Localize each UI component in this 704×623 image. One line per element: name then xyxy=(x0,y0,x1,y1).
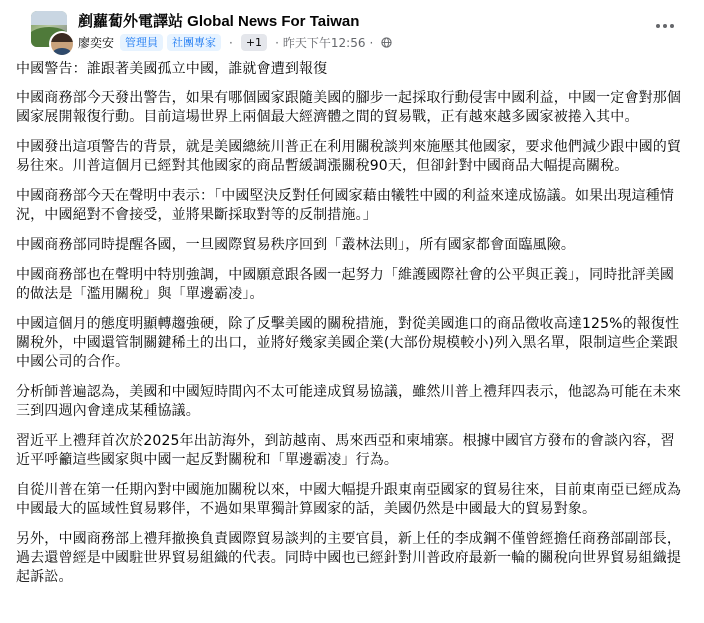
author-avatar-shirt xyxy=(53,48,71,57)
post-paragraph: 中國這個月的態度明顯轉趨強硬，除了反擊美國的關稅措施，對從美國進口的商品徵收高達125%的報復性關稅外，中國還管制關鍵稀土的出口，並將好幾家美國企業(大部份規模較小)列入黑名單，限制這些企業跟中國公司的合作。 xyxy=(16,316,680,370)
globe-icon xyxy=(381,37,392,48)
author-avatar[interactable] xyxy=(49,31,75,57)
admin-badge[interactable]: 管理員 xyxy=(120,34,163,51)
post-paragraph: 中國發出這項警告的背景，就是美國總統川普正在利用關稅談判來施壓其他國家，要求他們減少跟中國的貿易往來。川普這個月已經對其他國家的商品暫緩調漲關稅90天，但卻針對中國商品大幅提高關稅。 xyxy=(16,139,682,174)
post-header xyxy=(16,0,686,56)
post-paragraph: 中國商務部今天發出警告，如果有哪個國家跟隨美國的腳步一起採取行動侵害中國利益，中國一定會對那個國家展開報復行動。目前這場世界上兩個最大經濟體之間的貿易戰，正有越來越多國家被捲入其中。 xyxy=(16,90,682,125)
post-paragraph: 另外，中國商務部上禮拜撤換負責國際貿易談判的主要官員，新上任的李成鋼不僅曾經擔任商務部副部長，過去還曾經是中國駐世界貿易組織的代表。同時中國也已經針對川普政府最新一輪的關稅向世界貿易組織提起訴訟。 xyxy=(16,531,682,585)
more-badges-button[interactable]: +1 xyxy=(241,34,267,51)
group-avatar-sky xyxy=(31,11,67,25)
author-name-link[interactable]: 廖奕安 xyxy=(78,36,115,50)
post-body xyxy=(16,56,686,587)
post-meta xyxy=(78,34,392,51)
post-paragraph: 分析師普遍認為，美國和中國短時間內不太可能達成貿易協議，雖然川普上禮拜四表示，他認為可能在未來三到四週內會達成某種協議。 xyxy=(16,384,682,419)
more-options-icon[interactable] xyxy=(650,14,680,38)
post-headline: 中國警告：誰跟著美國孤立中國，誰就會遭到報復 xyxy=(16,61,328,77)
post-paragraph: 中國商務部也在聲明中特別強調，中國願意跟各國一起努力「維護國際社會的公平與正義」，同時批評美國的做法是「濫用關稅」與「單邊霸凌」。 xyxy=(16,267,675,302)
post-paragraph: 習近平上禮拜首次於2025年出訪海外，到訪越南、馬來西亞和柬埔寨。根據中國官方發布的會談內容，習近平呼籲這些國家與中國一起反對關稅和「單邊霸凌」行為。 xyxy=(16,433,675,468)
author-avatar-hair xyxy=(51,33,73,42)
group-name-link[interactable]: 剷蘿蔔外電譯站 Global News For Taiwan xyxy=(78,13,360,30)
meta-separator: · xyxy=(275,35,279,50)
post-paragraph: 中國商務部同時提醒各國，一旦國際貿易秩序回到「叢林法則」，所有國家都會面臨風險。 xyxy=(16,237,575,253)
meta-separator: · xyxy=(229,35,233,50)
post-paragraph: 自從川普在第一任期內對中國施加關稅以來，中國大幅提升跟東南亞國家的貿易往來，目前東南亞已經成為中國最大的區域性貿易夥伴，不過如果單獨計算國家的話，美國仍然是中國最大的貿易對象。 xyxy=(16,482,682,517)
meta-separator: · xyxy=(369,35,374,50)
avatar-stack[interactable] xyxy=(31,11,71,51)
post-paragraph: 中國商務部今天在聲明中表示：「中國堅決反對任何國家藉由犧牲中國的利益來達成協議。如果出現這種情況，中國絕對不會接受，並將果斷採取對等的反制措施。」 xyxy=(16,188,675,223)
group-expert-badge[interactable]: 社團專家 xyxy=(167,34,221,51)
post-timestamp-link[interactable]: 昨天下午12:56 xyxy=(282,36,366,50)
